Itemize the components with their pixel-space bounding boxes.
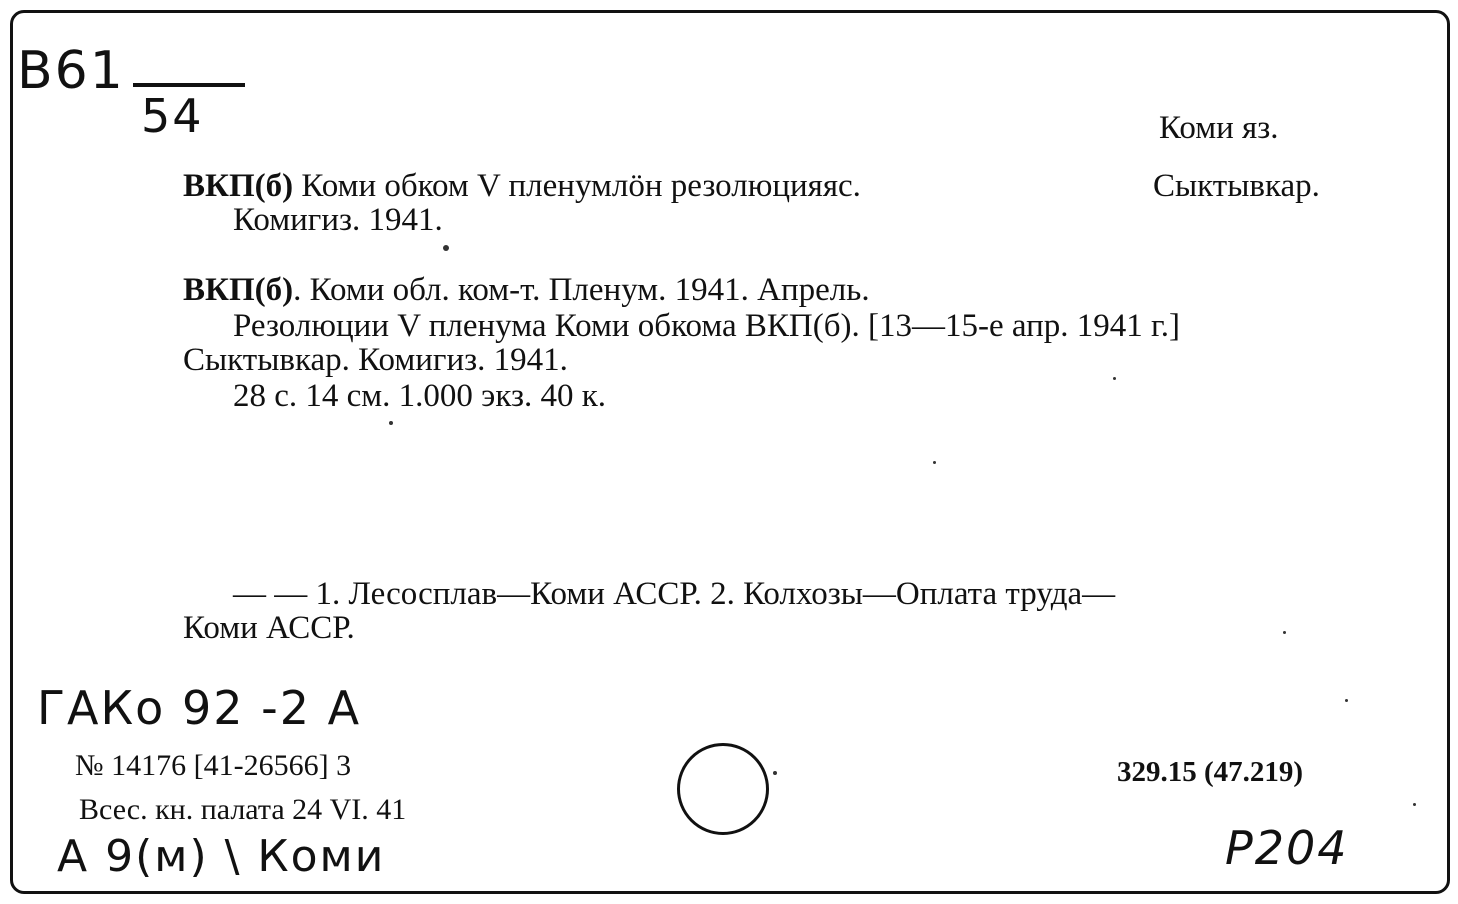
card-number: № 14176 [41-26566] 3 [75, 749, 352, 782]
ink-dot [1113, 377, 1116, 380]
ink-dot [933, 461, 936, 464]
entry1-line1 [183, 167, 861, 205]
entry2-line3: Сыктывкар. Комигиз. 1941. [183, 342, 568, 378]
shelfmark-fraction-line [133, 83, 245, 87]
ink-dot [773, 771, 777, 775]
punch-hole [677, 743, 769, 835]
entry2-line1 [183, 271, 870, 309]
inventory-code: Р204 [1225, 821, 1349, 875]
location-code: А 9(м) \ Коми [57, 831, 386, 882]
ink-dot [443, 245, 449, 251]
ink-dot [389, 421, 393, 425]
shelfmark-left: В61 [17, 41, 125, 101]
ink-dot [1413, 803, 1416, 806]
entry2-line4: 28 с. 14 см. 1.000 экз. 40 к. [233, 378, 607, 414]
entry2-title: . Коми обл. ком-т. Пленум. 1941. Апрель. [293, 272, 870, 308]
entry1-line2: Комигиз. 1941. [233, 202, 443, 238]
subjects-line1: — — 1. Лесосплав—Коми АССР. 2. Колхозы—Оплата труда— [233, 576, 1116, 612]
ink-dot [1345, 699, 1348, 702]
entry1-place: Сыктывкар. [1153, 168, 1320, 204]
catalog-card [10, 10, 1450, 894]
language-note: Коми яз. [1159, 110, 1279, 146]
ink-dot [1283, 631, 1286, 634]
archive-code: ГАКо 92 -2 А [37, 681, 362, 735]
book-chamber: Всес. кн. палата 24 VI. 41 [79, 793, 407, 826]
classification-number: 329.15 (47.219) [1117, 756, 1304, 788]
entry2-line2: Резолюции V пленума Коми обкома ВКП(б). [13—15-е апр. 1941 г.] [233, 308, 1181, 344]
entry2-heading: ВКП(б) [183, 272, 294, 308]
shelfmark-denominator: 54 [141, 89, 204, 143]
entry1-heading: ВКП(б) [183, 168, 294, 204]
subjects-line2: Коми АССР. [183, 610, 355, 646]
entry1-title: Коми обком V пленумлöн резолюцияяс. [293, 168, 861, 204]
